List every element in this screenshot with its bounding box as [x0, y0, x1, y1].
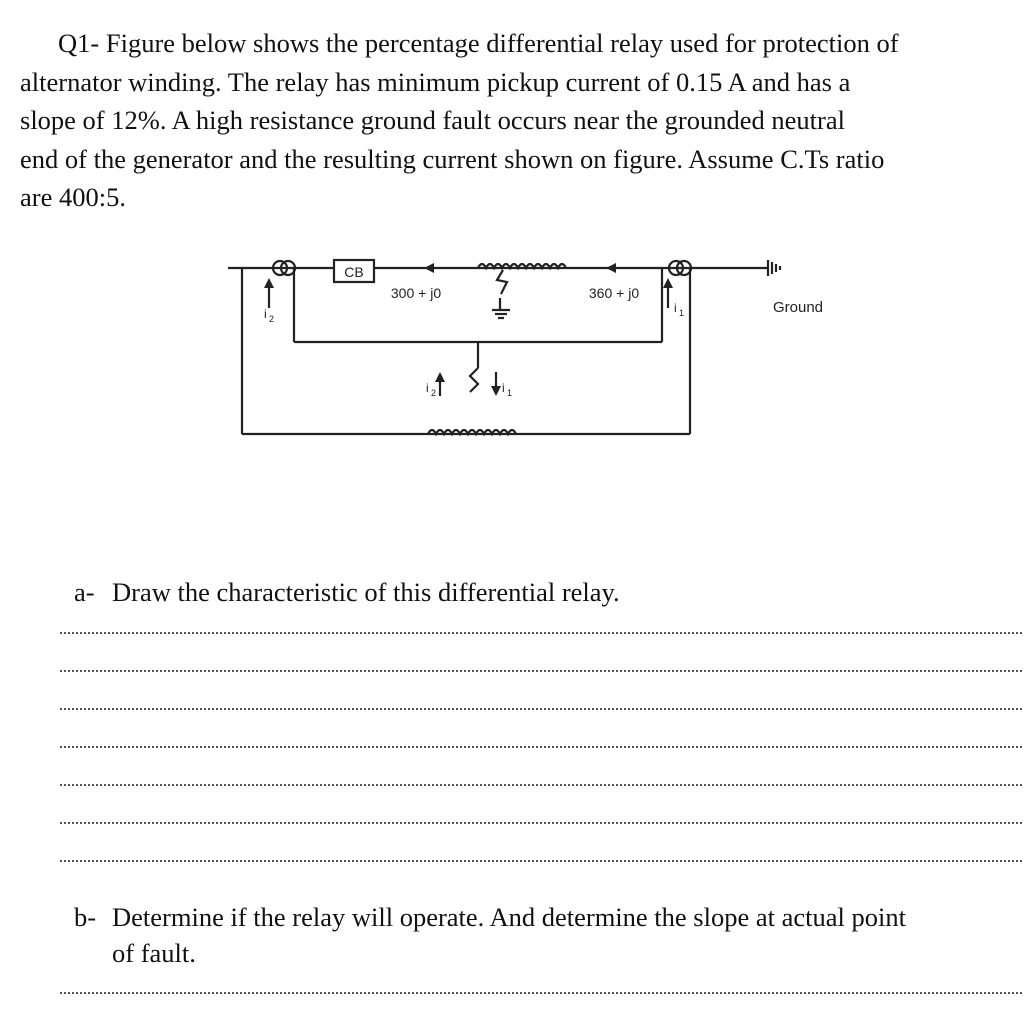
question-a-text: Draw the characteristic of this differential relay. [112, 577, 620, 607]
current-right-label: 360 + j0 [588, 285, 640, 301]
i1-arrow-lower-icon [491, 372, 501, 396]
i1-label-top: i [674, 301, 677, 315]
question-b-label: b- [74, 902, 97, 932]
operating-coil-icon [470, 368, 478, 392]
answer-line-2[interactable] [60, 670, 1022, 672]
question-a-label: a- [74, 577, 95, 607]
answer-line-7[interactable] [60, 860, 1022, 862]
question-intro [20, 24, 1020, 217]
question-b-text-line2: of fault. [112, 938, 196, 968]
question-a [74, 574, 620, 610]
question-b [74, 899, 906, 971]
intro-line-4: end of the generator and the resulting current shown on figure. Assume C.Ts ratio [20, 143, 885, 174]
intro-line-1: Q1- Figure below shows the percentage differential relay used for protection of [58, 28, 899, 58]
i2-label-lower: i [426, 381, 429, 395]
i1-sub-top: 1 [679, 308, 685, 318]
answer-line-5[interactable] [60, 784, 1022, 786]
cb-label: CB [344, 264, 364, 280]
fault-ground-icon [492, 270, 510, 318]
intro-line-3: slope of 12%. A high resistance ground fault occurs near the grounded neutral [20, 105, 845, 136]
answer-line-8[interactable] [60, 992, 1022, 994]
current-arrow-right-icon [606, 263, 616, 273]
current-left-label: 300 + j0 [390, 285, 442, 301]
i1-sub-lower: 1 [507, 388, 513, 398]
answer-line-1[interactable] [60, 632, 1022, 634]
i1-label-lower: i [502, 381, 505, 395]
i1-arrow-right-icon [663, 278, 673, 308]
intro-line-2: alternator winding. The relay has minimum pickup current of 0.15 A and has a [20, 66, 851, 97]
differential-relay-circuit-diagram [228, 248, 848, 448]
i2-arrow-lower-icon [435, 372, 445, 396]
i2-label-top: i [264, 307, 267, 321]
answer-line-6[interactable] [60, 822, 1022, 824]
ground-label: Ground [772, 299, 824, 316]
answer-line-3[interactable] [60, 708, 1022, 710]
intro-line-5: are 400:5. [20, 182, 126, 213]
ground-symbol-icon [768, 260, 780, 276]
answer-line-4[interactable] [60, 746, 1022, 748]
question-b-text-line1: Determine if the relay will operate. And determine the slope at actual point [112, 902, 906, 932]
i2-arrow-left-icon [264, 278, 274, 308]
i2-sub-lower: 2 [431, 388, 437, 398]
i2-sub-top: 2 [269, 314, 275, 324]
current-arrow-left-icon [424, 263, 434, 273]
